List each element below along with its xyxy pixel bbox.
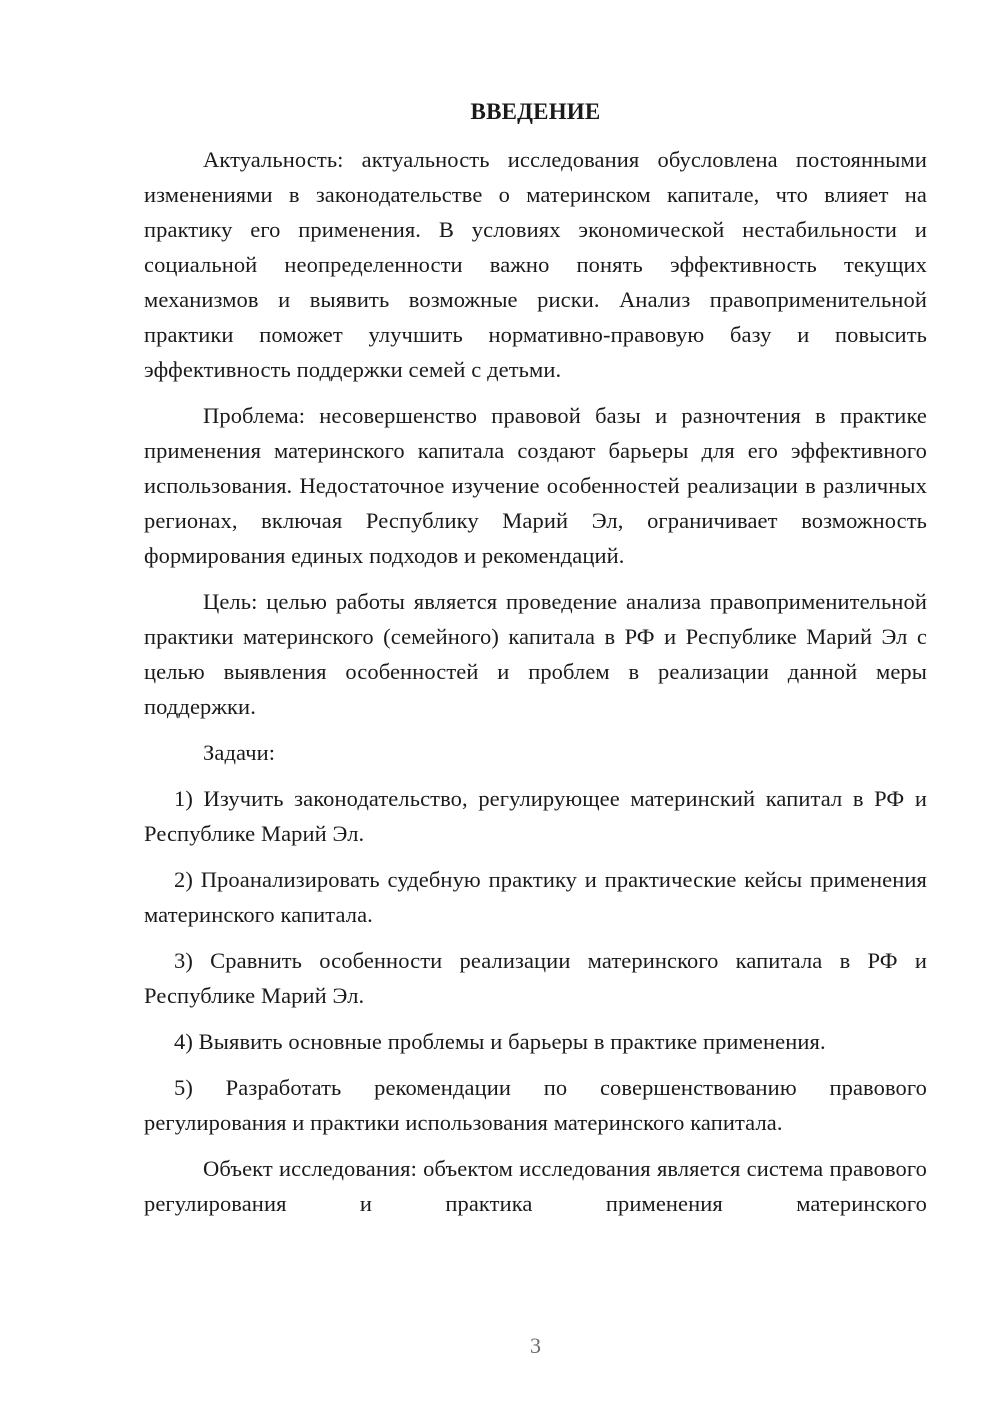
task-item-3: 3) Сравнить особенности реализации материнского капитала в РФ и Республике Марий Эл. bbox=[144, 948, 927, 1008]
paragraph-goal: Цель: целью работы является проведение анализа правоприменительной практики материнского (семейного) капитала в РФ и Республике Марий Эл с целью выявления особенностей и проблем в реализации данной меры поддержки. bbox=[144, 589, 927, 719]
task-item-1: 1) Изучить законодательство, регулирующее материнский капитал в РФ и Республике Марий Эл. bbox=[144, 786, 927, 846]
task-item-5: 5) Разработать рекомендации по совершенствованию правового регулирования и практики использования материнского капитала. bbox=[144, 1075, 927, 1135]
document-body bbox=[144, 142, 927, 1232]
document-page bbox=[144, 0, 927, 1414]
section-title: ВВЕДЕНИЕ bbox=[470, 99, 601, 124]
paragraph-object: Объект исследования: объектом исследования является система правового регулирования и практика применения материнского bbox=[144, 1156, 927, 1216]
task-item-4: 4) Выявить основные проблемы и барьеры в практике применения. bbox=[174, 1029, 826, 1054]
paragraph-tasks-heading: Задачи: bbox=[203, 740, 276, 765]
task-item-2: 2) Проанализировать судебную практику и практические кейсы применения материнского капитала. bbox=[144, 867, 927, 927]
page-number: 3 bbox=[530, 1333, 541, 1358]
paragraph-problem: Проблема: несовершенство правовой базы и разночтения в практике применения материнского капитала создают барьеры для его эффективного использования. Недостаточное изучение особенностей реализации в различных регионах, включая Республику Марий Эл, ограничивает возможность формирования единых подходов и рекомендаций. bbox=[144, 403, 927, 568]
paragraph-relevance: Актуальность: актуальность исследования обусловлена постоянными изменениями в законодательстве о материнском капитале, что влияет на практику его применения. В условиях экономической нестабильности и социальной неопределенности важно понять эффективность текущих механизмов и выявить возможные риски. Анализ правоприменительной практики поможет улучшить нормативно-правовую базу и повысить эффективность поддержки семей с детьми. bbox=[144, 147, 927, 382]
